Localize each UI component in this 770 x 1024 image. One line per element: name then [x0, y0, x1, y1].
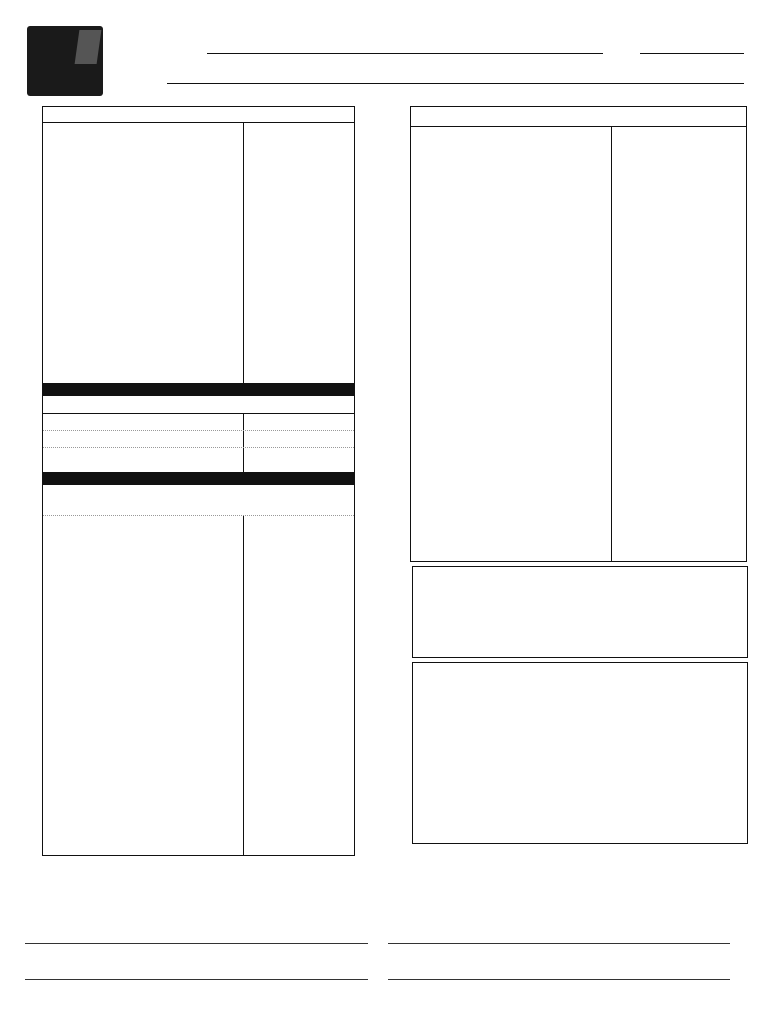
adj-column-divider	[611, 127, 612, 561]
section-divider-bar-2	[43, 472, 354, 485]
profit-title	[47, 400, 55, 410]
left-worksheet-table	[42, 106, 355, 856]
profit-row-3	[43, 448, 354, 472]
business-name-field[interactable]	[207, 53, 603, 54]
adjustments-table	[410, 106, 747, 562]
date-field[interactable]	[640, 53, 744, 54]
seller-signature-line-2[interactable]	[388, 943, 730, 944]
tangible-header-row	[43, 107, 354, 123]
profit-row-4	[43, 485, 354, 516]
address-field[interactable]	[167, 83, 744, 84]
logo-map-shape	[75, 30, 102, 64]
profit-row-1	[43, 414, 354, 431]
profit-row-2	[43, 431, 354, 448]
adjusted-net-profit-box	[412, 566, 748, 658]
company-logo	[27, 26, 103, 96]
seller-signature-line-1[interactable]	[25, 943, 368, 944]
tangible-total-row	[43, 363, 354, 383]
adjustments-header-row	[411, 107, 746, 127]
profit-header-row	[43, 396, 354, 414]
required-valuation-box	[412, 662, 748, 844]
by-signature-line-2[interactable]	[388, 979, 730, 980]
section-divider-bar	[43, 383, 354, 396]
by-signature-line-1[interactable]	[25, 979, 368, 980]
